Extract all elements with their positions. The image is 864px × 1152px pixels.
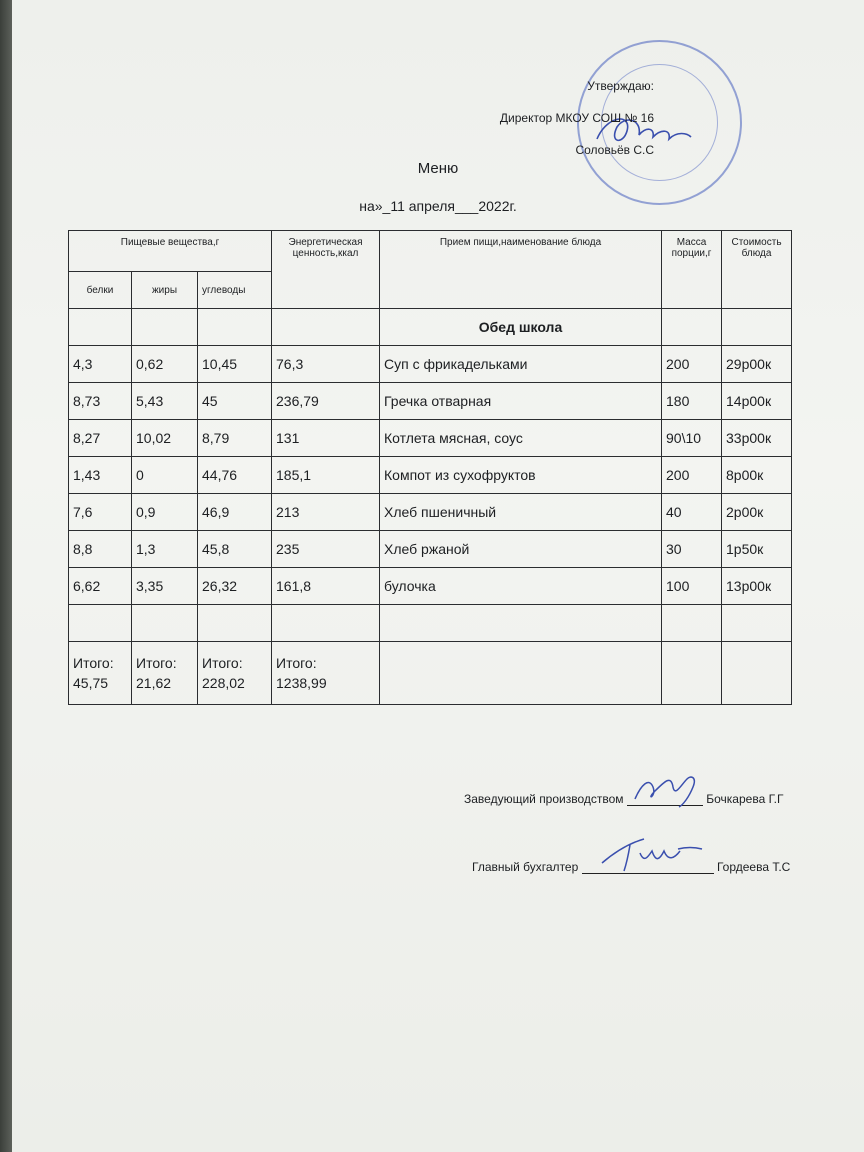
accountant-name: Гордеева Т.С (716, 860, 791, 874)
table-row (69, 346, 792, 383)
total-energy: Итого: 1238,99 (272, 642, 380, 705)
total-carbs: Итого: 228,02 (198, 642, 272, 705)
cell-fat: 1,3 (132, 531, 198, 568)
cell-mass: 90\10 (662, 420, 722, 457)
menu-date: на»_11 апреля___2022г. (359, 198, 517, 214)
cell-price: 14р00к (722, 383, 792, 420)
menu-table (68, 230, 792, 705)
total-fat: Итого: 21,62 (132, 642, 198, 705)
section-title: Обед школа (380, 309, 662, 346)
cell-energy: 236,79 (272, 383, 380, 420)
cell-energy: 235 (272, 531, 380, 568)
table-row (69, 420, 792, 457)
header-nutrients: Пищевые вещества,г (69, 231, 272, 272)
cell-protein: 8,73 (69, 383, 132, 420)
cell-carbs: 45,8 (198, 531, 272, 568)
cell-protein: 1,43 (69, 457, 132, 494)
header-mass: Масса порции,г (662, 231, 722, 309)
cell-dish: Хлеб пшеничный (380, 494, 662, 531)
approval-line: Утверждаю: (587, 79, 654, 93)
cell-price: 2р00к (722, 494, 792, 531)
table-row (69, 494, 792, 531)
table-row (69, 383, 792, 420)
table-row (69, 531, 792, 568)
cell-carbs: 45 (198, 383, 272, 420)
cell-protein: 7,6 (69, 494, 132, 531)
cell-mass: 200 (662, 457, 722, 494)
cell-mass: 100 (662, 568, 722, 605)
cell-dish: Суп с фрикадельками (380, 346, 662, 383)
section-row (69, 309, 792, 346)
cell-energy: 161,8 (272, 568, 380, 605)
cell-protein: 8,8 (69, 531, 132, 568)
header-price: Стоимость блюда (722, 231, 792, 309)
cell-protein: 8,27 (69, 420, 132, 457)
cell-dish: Гречка отварная (380, 383, 662, 420)
cell-protein: 6,62 (69, 568, 132, 605)
approval-block (500, 70, 654, 166)
header-carbs: углеводы (198, 272, 272, 309)
cell-fat: 3,35 (132, 568, 198, 605)
manager-signature-line (464, 792, 783, 806)
cell-fat: 0,9 (132, 494, 198, 531)
cell-price: 13р00к (722, 568, 792, 605)
cell-price: 33р00к (722, 420, 792, 457)
manager-name: Бочкарева Г.Г (706, 792, 784, 806)
header-dish: Прием пищи,наименование блюда (380, 231, 662, 309)
cell-energy: 131 (272, 420, 380, 457)
cell-carbs: 46,9 (198, 494, 272, 531)
cell-dish: булочка (380, 568, 662, 605)
header-protein: белки (69, 272, 132, 309)
table-row (69, 457, 792, 494)
cell-energy: 213 (272, 494, 380, 531)
cell-dish: Хлеб ржаной (380, 531, 662, 568)
cell-fat: 5,43 (132, 383, 198, 420)
cell-carbs: 26,32 (198, 568, 272, 605)
accountant-signature-line (472, 860, 790, 874)
page-title: Меню (417, 160, 459, 177)
cell-dish: Компот из сухофруктов (380, 457, 662, 494)
cell-fat: 0 (132, 457, 198, 494)
cell-mass: 30 (662, 531, 722, 568)
approval-position: Директор МКОУ СОШ № 16 (499, 111, 654, 125)
header-energy: Энергетическая ценность,ккал (272, 231, 380, 309)
cell-price: 29р00к (722, 346, 792, 383)
cell-mass: 200 (662, 346, 722, 383)
totals-row (69, 642, 792, 705)
approval-name: Соловьёв С.С (575, 143, 654, 157)
cell-energy: 76,3 (272, 346, 380, 383)
cell-price: 8р00к (722, 457, 792, 494)
manager-role: Заведующий производством (464, 792, 624, 806)
cell-carbs: 44,76 (198, 457, 272, 494)
manager-signature (627, 765, 707, 809)
cell-mass: 40 (662, 494, 722, 531)
document-sheet (12, 0, 864, 1152)
cell-fat: 10,02 (132, 420, 198, 457)
cell-protein: 4,3 (69, 346, 132, 383)
total-protein: Итого: 45,75 (69, 642, 132, 705)
accountant-role: Главный бухгалтер (472, 860, 579, 874)
accountant-signature (582, 833, 714, 877)
cell-energy: 185,1 (272, 457, 380, 494)
cell-mass: 180 (662, 383, 722, 420)
empty-row (69, 605, 792, 642)
header-fat: жиры (132, 272, 198, 309)
cell-carbs: 8,79 (198, 420, 272, 457)
cell-fat: 0,62 (132, 346, 198, 383)
table-row (69, 568, 792, 605)
menu-rows (69, 346, 792, 605)
cell-dish: Котлета мясная, соус (380, 420, 662, 457)
cell-carbs: 10,45 (198, 346, 272, 383)
cell-price: 1р50к (722, 531, 792, 568)
